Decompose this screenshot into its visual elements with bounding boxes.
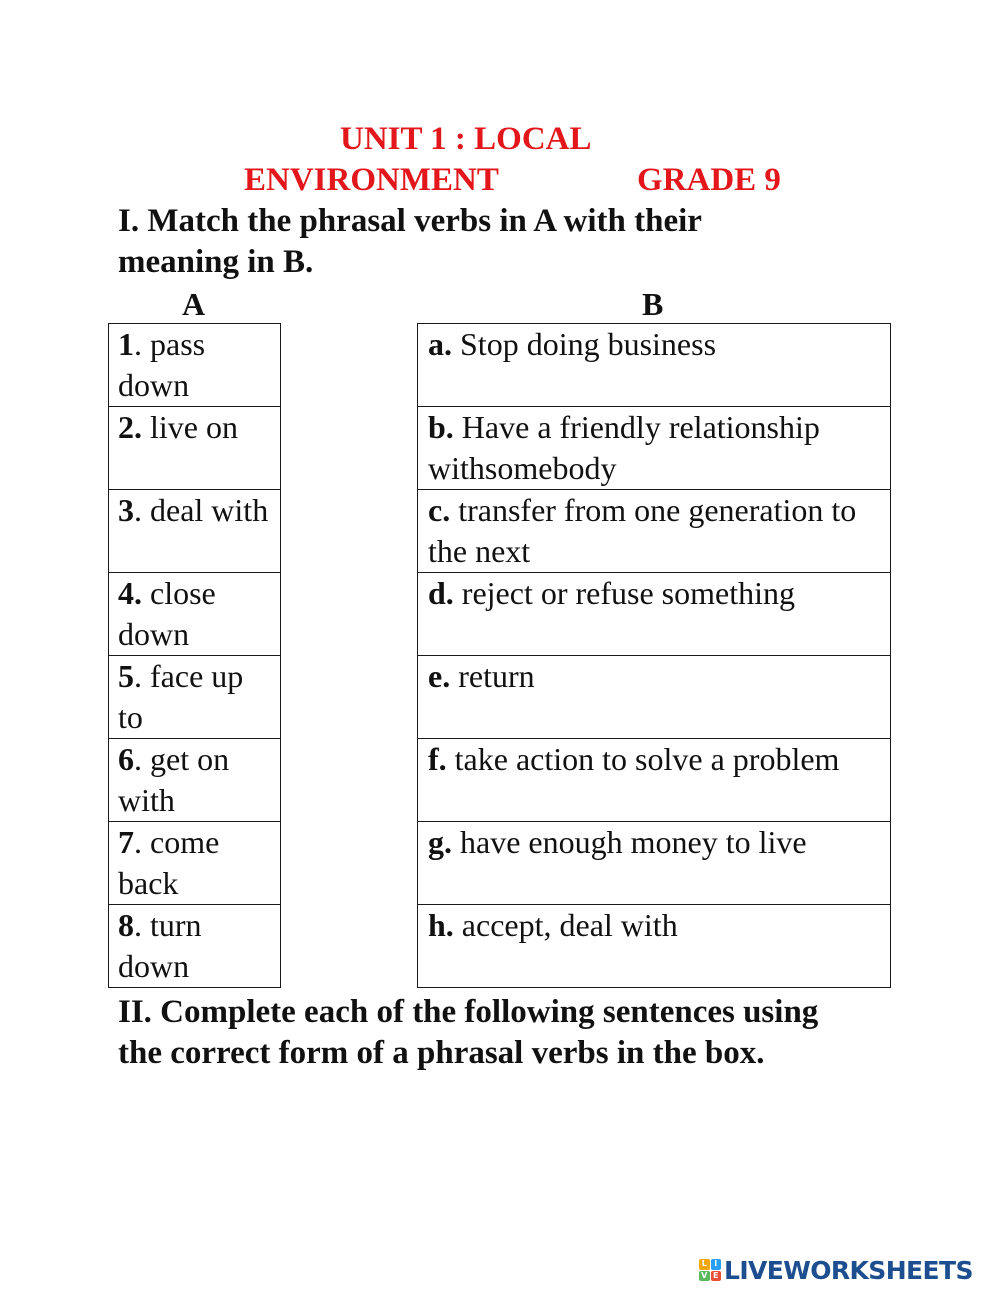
meaning-cell[interactable] [418,822,891,905]
phrasal-verbs-table [108,323,281,988]
item-number: 4. [118,575,142,611]
table-row [418,739,891,822]
phrasal-verb-cell[interactable] [109,905,281,988]
logo-mark-letter: V [699,1271,710,1282]
section-1-heading [118,201,908,283]
item-number: 2. [118,409,142,445]
phrasal-verb-text: live on [150,409,238,445]
meaning-text: Stop doing business [460,326,717,362]
title-environment: ENVIRONMENT [244,162,499,198]
table-row [418,905,891,988]
item-number: 1 [118,326,134,362]
section-2-heading-line-2: the correct form of a phrasal verbs in the box. [118,1035,765,1071]
item-number: 3 [118,492,134,528]
phrasal-verb-cell[interactable] [109,573,281,656]
separator [142,575,150,611]
item-letter: e. [428,658,451,694]
separator: . [134,907,150,943]
table-row [418,822,891,905]
phrasal-verb-cell[interactable] [109,407,281,490]
table-row [109,656,281,739]
table-row [418,407,891,490]
item-letter: f. [428,741,447,777]
separator [450,658,458,694]
phrasal-verb-text: come back [118,824,220,901]
phrasal-verb-text: get on with [118,741,230,818]
phrasal-verb-cell[interactable] [109,822,281,905]
separator [452,824,460,860]
phrasal-verb-cell[interactable] [109,324,281,407]
column-a-label: A [182,286,206,322]
table-row [109,905,281,988]
separator: . [134,824,150,860]
separator: . [134,658,150,694]
table-row [109,490,281,573]
table-row [109,739,281,822]
phrasal-verb-text: face up to [118,658,244,735]
meaning-cell[interactable] [418,656,891,739]
logo-mark-letter: E [711,1271,722,1282]
logo-mark-letter: L [699,1259,710,1270]
liveworksheets-logo-text: LIVEWORKSHEETS [724,1255,973,1285]
liveworksheets-logo-icon [699,1259,721,1281]
separator [447,741,455,777]
separator [454,907,462,943]
table-row [109,324,281,407]
phrasal-verb-text: pass down [118,326,206,403]
meaning-cell[interactable] [418,905,891,988]
table-row [418,573,891,656]
separator: . [134,741,150,777]
phrasal-verb-cell[interactable] [109,490,281,573]
table-row [418,324,891,407]
meaning-cell[interactable] [418,407,891,490]
meaning-text: transfer from one generation to the next [428,492,857,569]
meaning-text: Have a friendly relationship withsomebody [428,409,820,486]
separator [450,492,458,528]
phrasal-verb-text: close down [118,575,216,652]
table-row [109,822,281,905]
meaning-text: have enough money to live [460,824,807,860]
phrasal-verb-cell[interactable] [109,739,281,822]
item-letter: a. [428,326,452,362]
table-row [418,656,891,739]
title-grade: GRADE 9 [637,162,781,198]
meaning-text: reject or refuse something [461,575,795,611]
meaning-cell[interactable] [418,573,891,656]
liveworksheets-logo[interactable] [699,1256,973,1284]
item-number: 8 [118,907,134,943]
item-number: 6 [118,741,134,777]
item-number: 5 [118,658,134,694]
meaning-cell[interactable] [418,490,891,573]
meanings-table [417,323,891,988]
table-row [109,573,281,656]
separator [454,575,462,611]
item-letter: d. [428,575,454,611]
meaning-text: accept, deal with [461,907,678,943]
item-letter: g. [428,824,452,860]
section-1-heading-line-2: meaning in B. [118,244,314,280]
meaning-cell[interactable] [418,324,891,407]
item-number: 7 [118,824,134,860]
table-row [418,490,891,573]
section-1-heading-line-1: I. Match the phrasal verbs in A with their [118,203,702,239]
separator [452,326,460,362]
phrasal-verb-text: turn down [118,907,202,984]
item-letter: c. [428,492,451,528]
meaning-text: return [458,658,535,694]
item-letter: b. [428,409,454,445]
column-b-label: B [642,286,664,322]
section-2-heading [118,992,918,1074]
meaning-text: take action to solve a problem [454,741,840,777]
separator [142,409,150,445]
section-2-heading-line-1: II. Complete each of the following sentences using [118,994,819,1030]
separator: . [134,492,150,528]
logo-mark-letter: I [711,1259,722,1270]
title-line-1: UNIT 1 : LOCAL [340,121,592,157]
item-letter: h. [428,907,454,943]
separator [454,409,462,445]
table-row [109,407,281,490]
phrasal-verb-text: deal with [150,492,269,528]
separator: . [134,326,150,362]
meaning-cell[interactable] [418,739,891,822]
phrasal-verb-cell[interactable] [109,656,281,739]
